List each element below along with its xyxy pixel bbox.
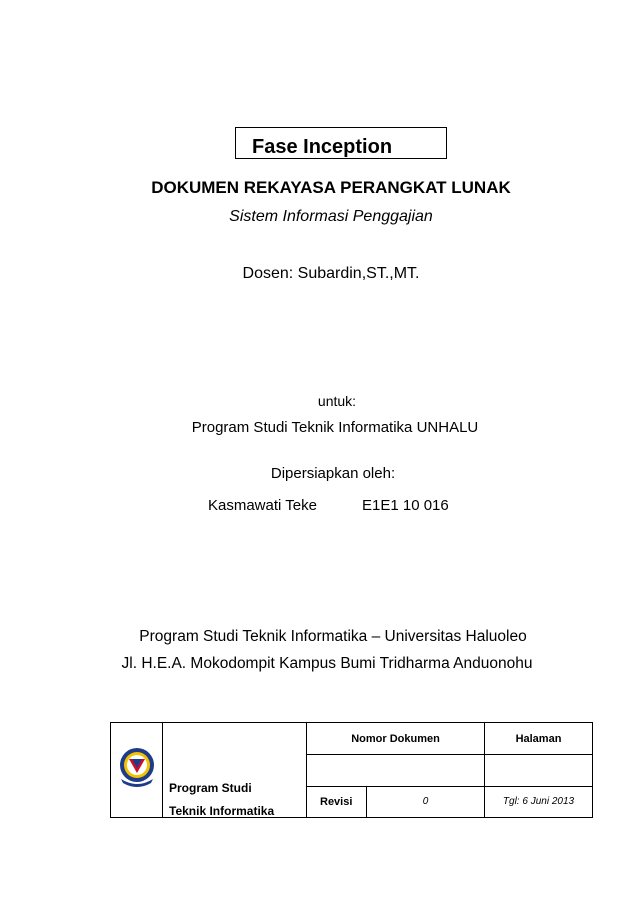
university-logo-icon bbox=[117, 745, 157, 789]
phase-title: Fase Inception bbox=[252, 136, 393, 158]
author-id: E1E1 10 016 bbox=[362, 497, 449, 514]
program-line-1: Program Studi bbox=[169, 780, 252, 795]
page-value bbox=[485, 755, 593, 787]
phase-title-box bbox=[235, 127, 447, 159]
page-header: Halaman bbox=[485, 723, 593, 755]
prepared-by-label: Dipersiapkan oleh: bbox=[270, 465, 396, 482]
revision-label: Revisi bbox=[307, 787, 367, 818]
doc-number-header: Nomor Dokumen bbox=[307, 723, 485, 755]
logo-cell bbox=[111, 723, 163, 818]
doc-number-value bbox=[307, 755, 485, 787]
program-line-2: Teknik Informatika bbox=[169, 803, 275, 818]
lecturer-line: Dosen: Subardin,ST.,MT. bbox=[242, 265, 420, 282]
author-name: Kasmawati Teke bbox=[208, 497, 317, 514]
document-subtitle: Sistem Informasi Penggajian bbox=[229, 208, 433, 225]
date-value: Tgl: 6 Juni 2013 bbox=[485, 787, 593, 818]
program-cell-top bbox=[163, 723, 307, 787]
institution-line: Program Studi Teknik Informatika – Universitas Haluoleo bbox=[139, 628, 527, 645]
document-info-table bbox=[110, 722, 593, 818]
for-label: untuk: bbox=[317, 393, 357, 409]
revision-value: 0 bbox=[367, 787, 485, 818]
for-value: Program Studi Teknik Informatika UNHALU bbox=[191, 419, 479, 436]
address-line: Jl. H.E.A. Mokodompit Kampus Bumi Tridharma Anduonohu bbox=[121, 655, 533, 672]
document-title: DOKUMEN REKAYASA PERANGKAT LUNAK bbox=[151, 178, 511, 197]
program-cell bbox=[163, 780, 307, 818]
